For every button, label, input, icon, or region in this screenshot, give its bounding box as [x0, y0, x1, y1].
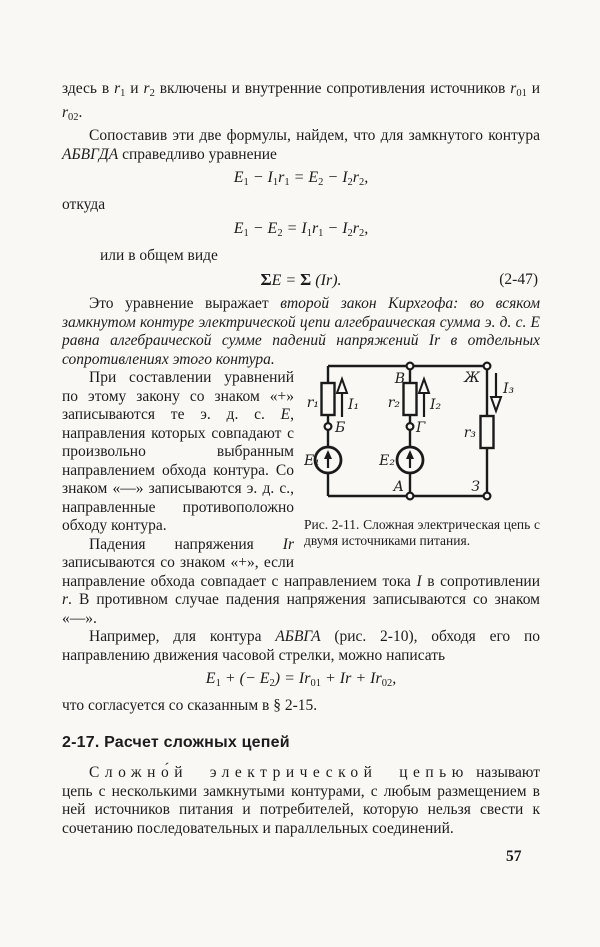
page-content	[62, 80, 540, 838]
label-node-b: Б	[335, 419, 346, 436]
section-heading-2-17: 2-17. Расчет сложных цепей	[62, 733, 290, 751]
word-otkuda: откуда	[62, 196, 106, 213]
resistor-r3	[481, 416, 494, 448]
paragraph-naprimer: Например, для контура АБВГА (рис. 2-10), обходя его по направлению движения часовой стрелки, можно написать	[62, 628, 540, 664]
label-node-zh: Ж	[464, 369, 480, 386]
paragraph-slozhnoy-rest: называют цепь с несколькими замкнутыми контурами, с любым размещением в ней источников питания и потребителей, которую нельзя свести к сочетанию последовательных и параллельных соединений.	[62, 764, 540, 837]
formula-e1-e2: $E_1 - E_2 = I_1r_1 - I_2r_2$,	[233, 219, 369, 239]
node-b-circle	[325, 423, 332, 430]
paragraph-soglasuetsya: что согласуется со сказанным в § 2-15.	[62, 697, 318, 714]
paragraph-kirchhoff-part1: Это уравнение выражает второй закон Кирхгофа: во всяком замкнутом контуре электрической цепи алгебраическая сумма э. д. с. E равна алгебраической сумме падений	[62, 295, 540, 349]
spaced-term-complex-circuit: Сложно́й электрической цепью	[89, 764, 469, 781]
paragraph-internal-resistances: здесь в $r_1$ и $r_2$ включены и внутренние сопротивления источников $r_{01}$ и $r_{02}$.	[62, 80, 541, 123]
figure-2-11	[304, 355, 540, 550]
label-r3: r₃	[463, 424, 476, 441]
label-i2: I₂	[430, 396, 442, 413]
formula-row-2-47	[62, 269, 540, 291]
label-i3: I₃	[503, 380, 515, 397]
label-r1: r₁	[306, 394, 319, 411]
label-e2: E₂	[379, 452, 395, 469]
label-node-g: Г	[416, 419, 426, 436]
label-node-a: А	[393, 478, 404, 495]
node-a-circle	[407, 492, 414, 499]
paragraph-kirchhoff-part2: напряжений Ir в отдельных сопротивлениях этого контура.	[62, 332, 541, 368]
formula-contour-abvga: $E_1$ + (− $E_2) = Ir_{01} + Ir + Ir_{02}$,	[205, 670, 397, 689]
page-number: 57	[506, 848, 522, 865]
label-e1: E₁	[304, 452, 320, 469]
label-r2: r₂	[387, 394, 400, 411]
current-arrow-i1	[337, 379, 347, 417]
formula-sum-e: ΣE = Σ (Ir).	[260, 270, 342, 289]
label-i1: I₁	[348, 396, 360, 413]
current-arrow-i3	[491, 373, 501, 411]
paragraph-slozhnoy-tsepyu	[62, 764, 540, 838]
circuit-diagram	[304, 355, 532, 509]
node-zh-circle	[484, 362, 491, 369]
resistor-r2	[404, 383, 417, 415]
label-node-v: В	[394, 370, 405, 387]
phrase-general-form: или в общем виде	[100, 246, 218, 264]
equation-number: (2-47)	[499, 271, 538, 288]
label-node-z: З	[471, 478, 480, 495]
formula-e1-i1r1: $E_1 - I_1r_1 = E_2 - I_2r_2$,	[233, 169, 369, 188]
figure-caption: Рис. 2-11. Сложная электрическая цепь с двумя источниками питания.	[304, 516, 540, 548]
node-g-circle	[407, 423, 414, 430]
current-arrow-i2	[419, 379, 429, 417]
paragraph-padeniya: Падения напряжения Ir записываются со знаком «+», если направление обхода совпадает с направлением тока I в сопротивлении r. В противном случае падения напряжения записываются со знаком «—».	[62, 535, 540, 627]
node-z-circle	[484, 492, 491, 499]
node-v-circle	[407, 362, 414, 369]
resistor-r1	[322, 383, 335, 415]
source-e2	[397, 447, 423, 473]
paragraph-comparing-formulas: Сопоставив эти две формулы, найдем, что для замкнутого контура АБВГДА справедливо уравнение	[62, 127, 540, 163]
paragraph-pri-sostavlenii: При составлении уравнений по этому закону со знаком «+» записываются те э. д. с. E, направления которых совпадают с произвольно выбранным направлением обхода контура. Со знаком «—» записываются э. д. с., направленные противоположно обходу контура.	[62, 369, 294, 534]
